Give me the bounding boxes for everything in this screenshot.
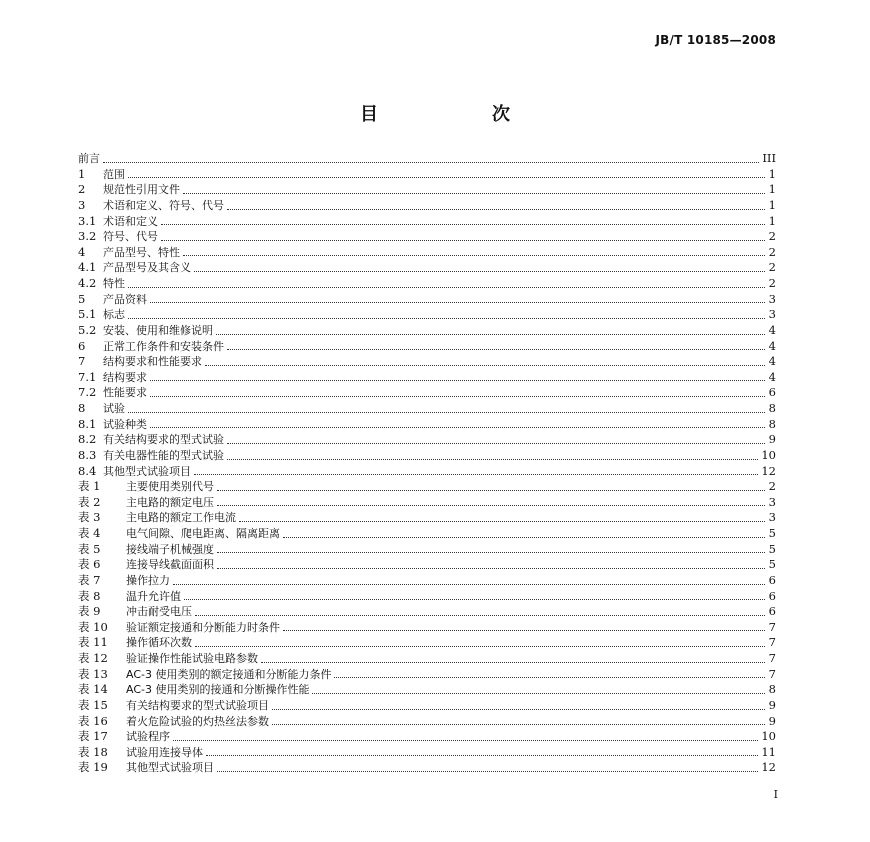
toc-leader-dots [173, 740, 758, 741]
toc-leader-dots [227, 349, 765, 350]
toc-entry-number: 2 [78, 182, 86, 197]
toc-leader-dots [217, 771, 758, 772]
toc-entry-number: 表 8 [78, 588, 101, 603]
toc-entry-number: 3.2 [78, 229, 97, 244]
toc-entry-number: 表 19 [78, 760, 108, 775]
toc-entry [78, 589, 776, 605]
toc-entry [78, 760, 776, 776]
toc-entry-title: AC-3 使用类别的接通和分断操作性能 [126, 683, 310, 697]
toc-entry-number: 表 13 [78, 666, 108, 681]
toc-entry-title: 其他型式试验项目 [126, 761, 214, 775]
toc-entry [78, 542, 776, 558]
toc-entry [78, 635, 776, 651]
toc-entry-page: 4 [768, 322, 776, 337]
toc-entry-page: 4 [768, 369, 776, 384]
toc-leader-dots [217, 490, 765, 491]
toc-entry-title: 验证额定接通和分断能力时条件 [126, 620, 280, 634]
toc-entry-number: 4 [78, 244, 86, 259]
toc-entry-page: 6 [768, 604, 776, 619]
toc-entry-page: 1 [768, 197, 776, 212]
table-of-contents [78, 151, 776, 776]
toc-entry-title: 结构要求 [103, 370, 147, 384]
toc-entry [78, 651, 776, 667]
toc-leader-dots [216, 334, 765, 335]
toc-leader-dots [194, 474, 758, 475]
toc-leader-dots [239, 521, 765, 522]
toc-entry-number: 表 12 [78, 651, 108, 665]
toc-entry-number: 8.2 [78, 432, 97, 447]
toc-entry-page: 2 [768, 260, 776, 275]
toc-entry [78, 448, 776, 464]
toc-entry-page: 9 [768, 697, 776, 712]
toc-leader-dots [272, 724, 765, 725]
toc-entry-title: 结构要求和性能要求 [103, 355, 202, 369]
toc-entry-title: 正常工作条件和安装条件 [103, 339, 224, 353]
toc-leader-dots [217, 505, 765, 506]
toc-entry-page: 1 [768, 182, 776, 197]
toc-leader-dots [128, 287, 765, 288]
toc-entry-title: 产品资料 [103, 292, 147, 306]
toc-entry-number: 3.1 [78, 213, 97, 228]
toc-entry [78, 339, 776, 355]
toc-entry-page: 7 [768, 635, 776, 650]
toc-entry-page: 9 [768, 713, 776, 728]
toc-entry [78, 260, 776, 276]
toc-entry-title: 性能要求 [103, 386, 147, 400]
toc-entry [78, 573, 776, 589]
toc-entry [78, 557, 776, 573]
toc-entry-title: 规范性引用文件 [103, 183, 180, 197]
toc-leader-dots [334, 677, 765, 678]
toc-leader-dots [161, 224, 765, 225]
toc-entry-number: 7.2 [78, 385, 97, 400]
toc-leader-dots [261, 662, 765, 663]
toc-entry-title: 操作拉力 [126, 573, 170, 587]
toc-entry [78, 323, 776, 339]
toc-leader-dots [227, 459, 758, 460]
toc-entry-number: 6 [78, 338, 86, 353]
toc-entry-page: 2 [768, 479, 776, 494]
toc-entry [78, 698, 776, 714]
toc-entry-title: 试验用连接导体 [126, 745, 203, 759]
toc-entry-title: 其他型式试验项目 [103, 464, 191, 478]
toc-entry [78, 385, 776, 401]
toc-entry [78, 604, 776, 620]
toc-entry-title: 标志 [103, 308, 125, 322]
toc-entry-number: 4.2 [78, 276, 97, 290]
toc-entry-title: 连接导线截面面积 [126, 558, 214, 572]
toc-entry-title: 验证操作性能试验电路参数 [126, 652, 258, 665]
toc-leader-dots [205, 365, 765, 366]
toc-entry-title: 产品型号及其含义 [103, 261, 191, 275]
toc-entry-page: 6 [768, 572, 776, 587]
toc-entry-number: 表 11 [78, 635, 108, 650]
toc-entry-title: 前言 [78, 152, 100, 165]
standard-code: JB/T 10185—2008 [655, 33, 776, 47]
toc-leader-dots [128, 318, 765, 319]
toc-entry-title: 试验 [103, 402, 125, 415]
toc-entry-title: 术语和定义 [103, 214, 158, 228]
toc-entry-page: III [762, 151, 776, 165]
toc-entry-page: 8 [768, 401, 776, 415]
toc-entry-number: 表 3 [78, 510, 101, 525]
toc-entry [78, 182, 776, 198]
toc-entry-number: 表 18 [78, 744, 108, 759]
toc-leader-dots [217, 552, 765, 553]
toc-entry-page: 2 [768, 244, 776, 259]
toc-leader-dots [161, 240, 765, 241]
toc-entry-number: 3 [78, 197, 86, 212]
toc-entry-number: 8.1 [78, 416, 97, 431]
toc-entry-page: 4 [768, 338, 776, 353]
toc-leader-dots [217, 568, 765, 569]
toc-entry-title: 试验程序 [126, 730, 170, 744]
toc-entry-page: 12 [761, 463, 776, 478]
toc-entry-title: 术语和定义、符号、代号 [103, 198, 224, 212]
toc-entry [78, 495, 776, 511]
toc-leader-dots [150, 396, 765, 397]
toc-entry-title: AC-3 使用类别的额定接通和分断能力条件 [126, 667, 332, 681]
toc-entry-number: 5.1 [78, 307, 97, 322]
toc-leader-dots [194, 271, 765, 272]
toc-entry [78, 745, 776, 761]
toc-entry-title: 着火危险试验的灼热丝法参数 [126, 714, 269, 728]
toc-entry-number: 5 [78, 291, 86, 306]
toc-entry-page: 4 [768, 354, 776, 369]
toc-entry [78, 167, 776, 183]
toc-leader-dots [206, 755, 758, 756]
toc-leader-dots [103, 162, 759, 163]
toc-leader-dots [128, 412, 765, 413]
toc-leader-dots [150, 302, 765, 303]
toc-entry-page: 7 [768, 666, 776, 681]
toc-entry-page: 12 [761, 760, 776, 775]
toc-leader-dots [183, 193, 765, 194]
toc-entry [78, 729, 776, 745]
toc-leader-dots [150, 380, 765, 381]
toc-entry [78, 667, 776, 683]
toc-entry-page: 7 [768, 651, 776, 665]
toc-leader-dots [195, 615, 765, 616]
toc-leader-dots [128, 177, 765, 178]
toc-entry-title: 冲击耐受电压 [126, 605, 192, 619]
toc-leader-dots [183, 255, 765, 256]
toc-entry [78, 214, 776, 230]
toc-entry-number: 7.1 [78, 369, 97, 384]
toc-entry-title: 安装、使用和维修说明 [103, 323, 213, 337]
toc-leader-dots [283, 630, 765, 631]
toc-entry-page: 11 [761, 744, 776, 759]
toc-entry-number: 表 1 [78, 479, 101, 494]
toc-entry-number: 8.3 [78, 447, 97, 462]
toc-entry-number: 表 7 [78, 572, 101, 587]
toc-leader-dots [195, 646, 765, 647]
toc-entry-title: 有关电器性能的型式试验 [103, 448, 224, 462]
toc-leader-dots [227, 209, 765, 210]
toc-entry [78, 198, 776, 214]
toc-entry-page: 2 [768, 276, 776, 290]
toc-entry [78, 276, 776, 292]
toc-entry-page: 1 [768, 166, 776, 181]
toc-entry-page: 6 [768, 588, 776, 603]
toc-entry [78, 432, 776, 448]
toc-entry-number: 8.4 [78, 463, 97, 478]
toc-entry-title: 主要使用类别代号 [126, 480, 214, 494]
toc-entry-title: 试验种类 [103, 417, 147, 431]
toc-entry [78, 417, 776, 433]
toc-entry [78, 510, 776, 526]
toc-entry-title: 有关结构要求的型式试验 [103, 433, 224, 447]
toc-entry [78, 620, 776, 636]
toc-entry [78, 714, 776, 730]
toc-entry-number: 1 [78, 166, 86, 181]
page-title: 目 次 [360, 104, 558, 125]
toc-entry [78, 229, 776, 245]
toc-entry-number: 4.1 [78, 260, 97, 275]
toc-entry-page: 3 [768, 307, 776, 322]
toc-entry-number: 表 9 [78, 604, 101, 619]
toc-entry-title: 有关结构要求的型式试验项目 [126, 698, 269, 712]
toc-entry-page: 8 [768, 416, 776, 431]
toc-leader-dots [283, 537, 765, 538]
toc-entry-number: 7 [78, 354, 86, 369]
toc-entry-title: 电气间隙、爬电距离、隔离距离 [126, 527, 280, 540]
toc-entry [78, 479, 776, 495]
toc-entry-title: 主电路的额定工作电流 [126, 511, 236, 525]
toc-entry [78, 526, 776, 542]
toc-leader-dots [184, 599, 765, 600]
toc-entry-page: 9 [768, 432, 776, 447]
toc-entry-page: 6 [768, 385, 776, 400]
toc-entry-page: 7 [768, 619, 776, 634]
toc-entry-title: 产品型号、特性 [103, 245, 180, 259]
toc-entry [78, 307, 776, 323]
toc-entry [78, 292, 776, 308]
toc-entry-page: 5 [768, 557, 776, 572]
toc-entry-page: 5 [768, 541, 776, 556]
toc-entry-number: 表 10 [78, 619, 108, 634]
toc-entry-title: 符号、代号 [103, 230, 158, 244]
toc-entry-number: 表 15 [78, 697, 108, 712]
toc-entry-number: 表 4 [78, 526, 101, 540]
toc-entry-page: 3 [768, 494, 776, 509]
toc-entry-number: 表 2 [78, 494, 101, 509]
page-number: I [773, 788, 778, 801]
toc-leader-dots [150, 427, 765, 428]
toc-entry [78, 401, 776, 417]
toc-entry-number: 8 [78, 401, 86, 415]
toc-entry [78, 464, 776, 480]
toc-entry-number: 表 16 [78, 713, 108, 728]
toc-entry-number: 表 6 [78, 557, 101, 572]
toc-leader-dots [312, 693, 765, 694]
toc-entry-title: 温升允许值 [126, 589, 181, 603]
toc-entry-page: 5 [768, 526, 776, 540]
toc-entry [78, 151, 776, 167]
toc-leader-dots [227, 443, 765, 444]
toc-entry-page: 1 [768, 213, 776, 228]
toc-entry [78, 354, 776, 370]
toc-entry-page: 3 [768, 291, 776, 306]
toc-entry [78, 370, 776, 386]
toc-entry-page: 2 [768, 229, 776, 244]
toc-entry-page: 8 [768, 682, 776, 697]
toc-entry-page: 3 [768, 510, 776, 525]
toc-entry [78, 682, 776, 698]
toc-entry-number: 表 5 [78, 541, 101, 556]
toc-entry-title: 特性 [103, 277, 125, 290]
toc-entry [78, 245, 776, 261]
toc-entry-page: 10 [761, 447, 776, 462]
toc-entry-number: 表 14 [78, 682, 108, 697]
toc-leader-dots [272, 709, 765, 710]
toc-entry-title: 范围 [103, 167, 125, 181]
toc-entry-number: 5.2 [78, 322, 97, 337]
toc-leader-dots [173, 584, 765, 585]
toc-entry-title: 主电路的额定电压 [126, 495, 214, 509]
toc-entry-title: 接线端子机械强度 [126, 542, 214, 556]
toc-entry-number: 表 17 [78, 729, 108, 744]
toc-entry-page: 10 [761, 729, 776, 744]
toc-entry-title: 操作循环次数 [126, 636, 192, 650]
